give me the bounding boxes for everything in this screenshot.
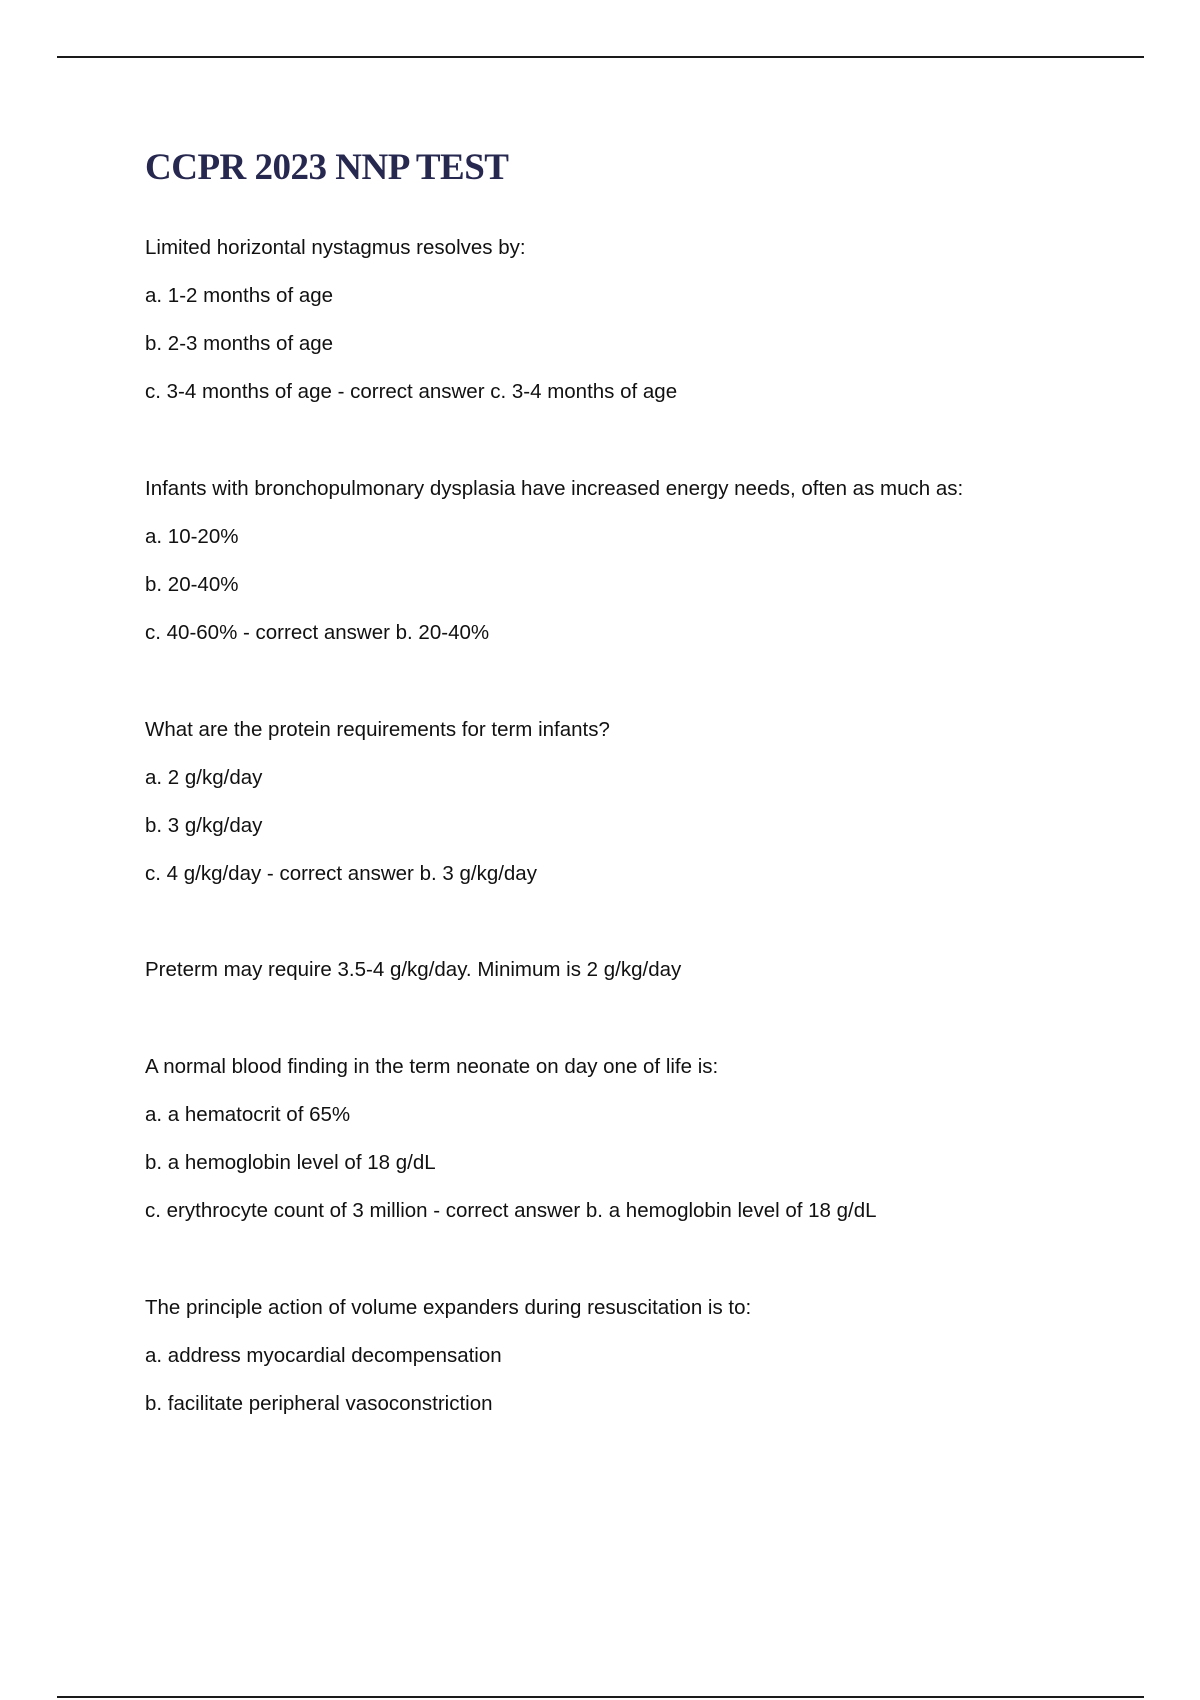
question-block (145, 717, 610, 909)
question-stem: What are the protein requirements for term infants? (145, 718, 610, 741)
question-block (145, 476, 963, 668)
question-stem: A normal blood finding in the term neonate on day one of life is: (145, 1055, 719, 1078)
note-block (145, 957, 681, 1005)
answer-option: b. 20-40% (145, 573, 239, 596)
explanation-note: Preterm may require 3.5-4 g/kg/day. Minimum is 2 g/kg/day (145, 958, 682, 981)
answer-option: c. 40-60% - correct answer b. 20-40% (145, 621, 490, 644)
answer-option: a. 1-2 months of age (145, 284, 334, 307)
document-title: CCPR 2023 NNP TEST (145, 147, 509, 188)
question-block (145, 1054, 877, 1246)
question-block (145, 235, 677, 427)
answer-option: c. 4 g/kg/day - correct answer b. 3 g/kg/day (145, 862, 537, 885)
answer-option: c. 3-4 months of age - correct answer c. 3-4 months of age (145, 380, 678, 403)
question-stem: Limited horizontal nystagmus resolves by: (145, 236, 526, 259)
question-stem: Infants with bronchopulmonary dysplasia have increased energy needs, often as much as: (145, 477, 964, 500)
answer-option: a. a hematocrit of 65% (145, 1103, 351, 1126)
document-body (145, 145, 1105, 1415)
answer-option: b. 2-3 months of age (145, 332, 334, 355)
answer-option: a. 2 g/kg/day (145, 766, 263, 789)
top-rule (57, 56, 1144, 58)
answer-option: a. address myocardial decompensation (145, 1344, 502, 1367)
question-stem: The principle action of volume expanders during resuscitation is to: (145, 1296, 752, 1319)
question-block (145, 1295, 751, 1439)
answer-option: b. a hemoglobin level of 18 g/dL (145, 1151, 436, 1174)
answer-option: b. facilitate peripheral vasoconstriction (145, 1392, 493, 1415)
answer-option: b. 3 g/kg/day (145, 814, 263, 837)
bottom-rule (57, 1696, 1144, 1698)
answer-option: a. 10-20% (145, 525, 239, 548)
answer-option: c. erythrocyte count of 3 million - correct answer b. a hemoglobin level of 18 g/dL (145, 1199, 877, 1222)
